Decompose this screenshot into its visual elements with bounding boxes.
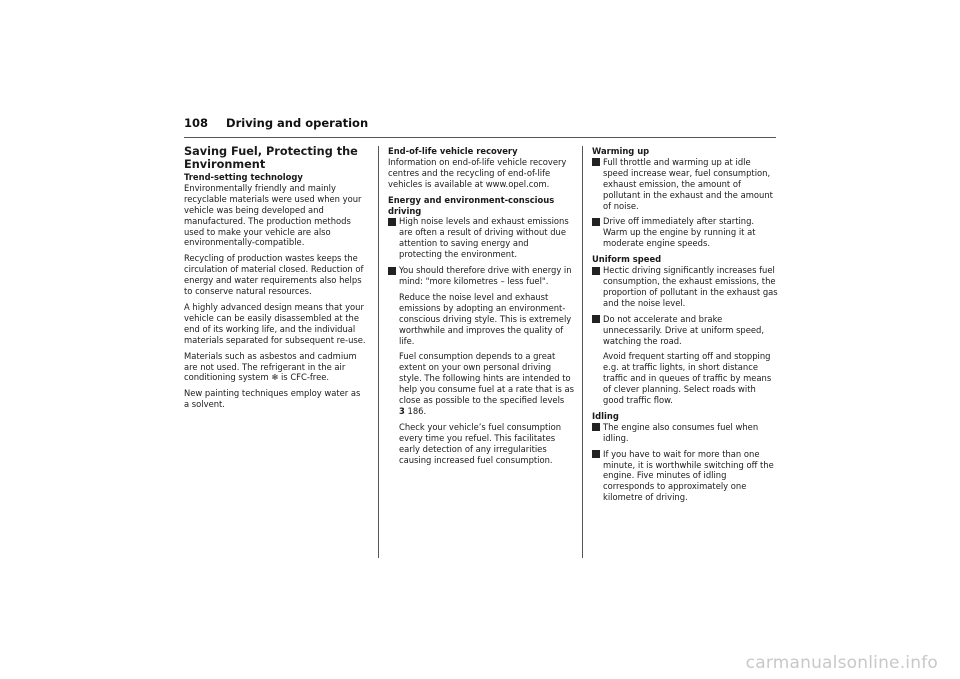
list-item-text: Do not accelerate and brake unnecessarily. Drive at uniform speed, watching the road. xyxy=(603,313,765,346)
page-reference: 186. xyxy=(404,405,427,416)
text-run: Materials such as asbestos and cadmium are not used. The refrigerant in the air conditioning system xyxy=(184,350,357,383)
page-header xyxy=(184,116,368,130)
bullet-square-icon xyxy=(388,267,396,275)
list-item xyxy=(388,265,574,287)
list-item-text: Full throttle and warming up at idle speed increase wear, fuel consumption, exhaust emission, the amount of pollutant in the exhaust and the amount of noise. xyxy=(603,156,773,211)
list-item-text: The engine also consumes fuel when idling. xyxy=(603,421,759,443)
paragraph: Information on end-of-life vehicle recovery centres and the recycling of end-of-life vehicles is available at www.opel.com. xyxy=(388,156,567,189)
list-item-text: High noise levels and exhaust emissions are often a result of driving without due attention to saving energy and protecting the environment. xyxy=(399,216,569,260)
subheading-uniform-speed: Uniform speed xyxy=(592,254,662,265)
paragraph: Environmentally friendly and mainly recyclable materials were used when your vehicle was being developed and manufactured. The production methods used to make your vehicle are also environmentally-compatible. xyxy=(184,182,362,248)
bullet-square-icon xyxy=(592,218,600,226)
bullet-square-icon xyxy=(592,267,600,275)
subheading-energy-conscious: Energy and environment-conscious driving xyxy=(388,194,555,216)
page-number: 108 xyxy=(184,116,209,130)
paragraph xyxy=(184,351,368,384)
list-item-text: You should therefore drive with energy in mind: "more kilometres – less fuel". xyxy=(399,265,572,286)
paragraph: New painting techniques employ water as a solvent. xyxy=(184,388,361,410)
list-item-text: Hectic driving significantly increases fuel consumption, the exhaust emissions, the proportion of pollutant in the exhaust gas and the noise level. xyxy=(603,265,778,308)
list-item xyxy=(592,314,778,347)
indented-paragraph: Avoid frequent starting off and stopping e.g. at traffic lights, in short distance traffic and in queues of traffic by means of clever planning. Select roads with good traffic flow. xyxy=(603,351,772,406)
paragraph: Recycling of production wastes keeps the circulation of material closed. Reduction of energy and water requirements also helps to conserve natural resources. xyxy=(184,253,364,297)
list-item xyxy=(592,449,778,504)
column-divider-2 xyxy=(582,146,583,558)
bullet-square-icon xyxy=(592,158,600,166)
bullet-square-icon xyxy=(592,315,600,323)
subheading-end-of-life: End-of-life vehicle recovery xyxy=(388,146,518,156)
column-1 xyxy=(184,146,368,415)
indented-paragraph: Reduce the noise level and exhaust emissions by adopting an environment-conscious driving style. This is extremely worthwhile and improves the quality of life. xyxy=(399,291,572,346)
column-divider-1 xyxy=(378,146,379,558)
subheading-idling: Idling xyxy=(592,410,619,421)
watermark: carmanualsonline.info xyxy=(745,653,938,673)
bullet-square-icon xyxy=(388,218,396,226)
indented-paragraph: Check your vehicle’s fuel consumption every time you refuel. This facilitates early detection of any irregularities causing increased fuel consumption. xyxy=(399,421,562,465)
list-item xyxy=(592,157,778,212)
list-item xyxy=(388,216,574,260)
air-conditioning-icon: ❄ xyxy=(271,372,279,383)
list-item xyxy=(592,422,778,444)
column-3 xyxy=(592,146,778,508)
paragraph: A highly advanced design means that your vehicle can be easily disassembled at the end of its working life, and the individual materials separated for subsequent re-use. xyxy=(184,301,366,345)
list-item xyxy=(592,216,778,249)
text-run: is CFC-free. xyxy=(278,372,330,383)
bullet-square-icon xyxy=(592,423,600,431)
section-title: Driving and operation xyxy=(226,116,369,130)
subheading-warming-up: Warming up xyxy=(592,146,650,156)
list-item-text: Drive off immediately after starting. Warm up the engine by running it at moderate engine speeds. xyxy=(603,216,756,249)
bullet-square-icon xyxy=(592,450,600,458)
list-item-text: If you have to wait for more than one minute, it is worthwhile switching off the engine. Five minutes of idling corresponds to approximately one kilometre of driving. xyxy=(603,448,774,503)
page-reference-icon: 3 xyxy=(399,405,405,416)
column-2 xyxy=(388,146,574,470)
text-run: Fuel consumption depends to a great extent on your own personal driving style. The following hints are intended to help you consume fuel at a rate that is as close as possible to the specified levels xyxy=(399,351,574,406)
indented-paragraph xyxy=(399,351,574,416)
header-divider xyxy=(184,137,776,138)
chapter-title: Saving Fuel, Protecting the Environment xyxy=(184,145,358,171)
subheading-trend-setting: Trend-setting technology xyxy=(184,172,303,182)
list-item xyxy=(592,265,778,309)
